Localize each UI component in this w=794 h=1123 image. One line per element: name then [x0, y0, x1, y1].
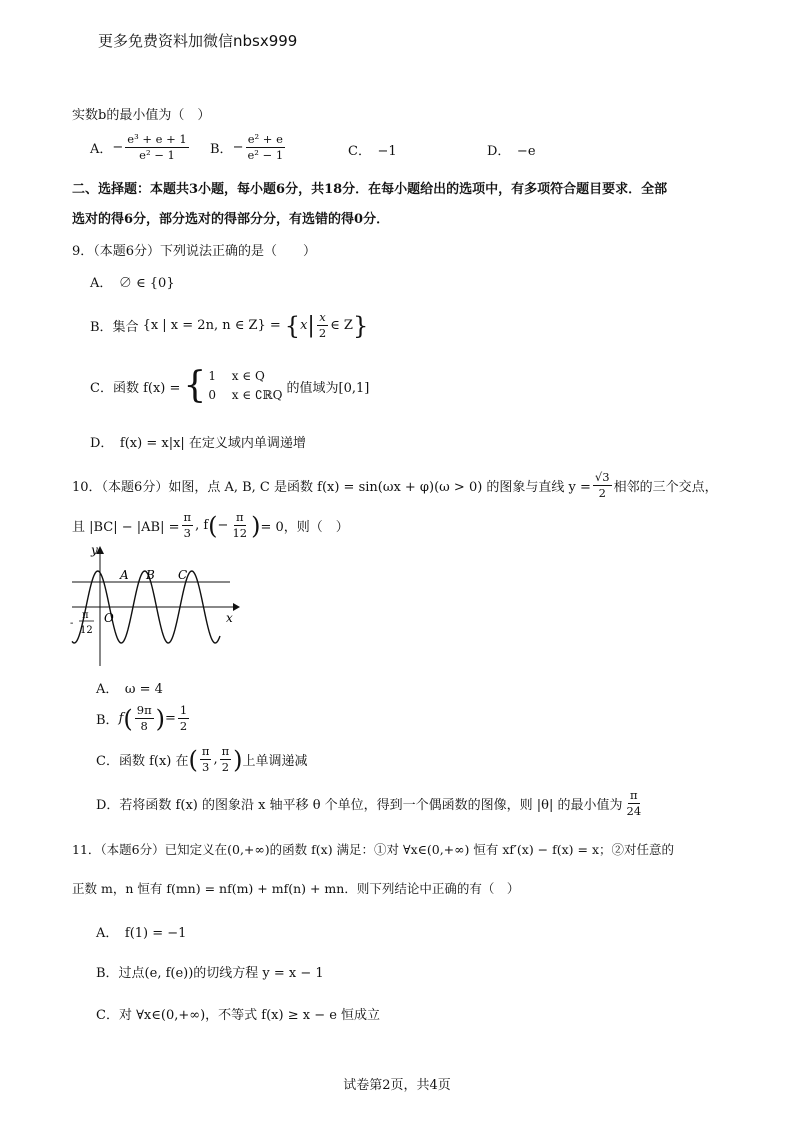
- twelve-label: 12: [80, 625, 93, 636]
- q11-option-b: B．过点(e, f(e))的切线方程 y = x − 1: [96, 966, 324, 981]
- q9-option-c-case2: 0 x ∈ ∁ℝQ: [208, 388, 283, 402]
- point-c-label: C: [178, 568, 188, 582]
- q10-option-d-num: π: [630, 788, 638, 802]
- q11-option-a: A． f(1) = −1: [96, 926, 187, 941]
- q10-option-d-fraction: [625, 788, 644, 819]
- q10-option-b-value-num: 1: [179, 703, 188, 717]
- prev-option-b-denominator: e² − 1: [247, 148, 284, 162]
- prev-option-a: A． − $\frac{\text{e³ + e + 1}}{\text{e² − 1}}$: [90, 132, 187, 162]
- q9-option-b: B．集合 {x | x = 2n, n ∈ Z} = { x | $\frac{x}{2}$ ∈ Z }: [90, 310, 369, 340]
- y-axis-label: y: [91, 543, 98, 557]
- q10-stem-line1: [72, 470, 718, 501]
- q10-option-d-den: 24: [626, 804, 642, 818]
- prev-option-a-denominator: e² − 1: [139, 148, 175, 162]
- q10-stem-line1-b: 相邻的三个交点，: [613, 480, 718, 495]
- q9-option-b-label: B．集合: [90, 320, 139, 335]
- origin-label: O: [104, 611, 114, 625]
- q9-option-b-fraction: [317, 310, 328, 341]
- q10-stem-frac2-den: 12: [232, 526, 248, 540]
- q9-stem: 9．（本题6分）下列说法正确的是（ ）: [72, 244, 317, 259]
- x-axis-arrow: [233, 603, 240, 611]
- q10-stem-frac1-den: 3: [183, 526, 191, 540]
- q10-stem-denominator: 2: [598, 486, 606, 500]
- prev-option-a-label: A．: [90, 142, 113, 157]
- prev-option-a-fraction: [125, 132, 188, 163]
- q9-option-c-tail: 的值域为[0,1]: [286, 380, 370, 396]
- q10-option-c-frac2: [220, 744, 232, 775]
- q9-option-a: A． ∅ ∈ {0}: [90, 276, 175, 291]
- q9-option-d: D． f(x) = x|x| 在定义域内单调递增: [90, 436, 306, 451]
- q10-option-c-label: C．函数 f(x) 在: [96, 754, 189, 769]
- q11-stem-line1: 11．（本题6分）已知定义在(0,+∞)的函数 f(x) 满足：①对 ∀x∈(0,+∞) 恒有 xf′(x) − f(x) = x；②对任意的: [72, 842, 675, 857]
- section2-line2: 选对的得6分，部分选对的得部分分，有选错的得0分．: [72, 212, 390, 227]
- q10-option-b-value-den: 2: [179, 719, 188, 733]
- q11-stem-line2: 正数 m，n 恒有 f(mn) = nf(m) + mf(n) + mn．则下列结论中正确的有（ ）: [72, 881, 520, 896]
- q10-stem-line2-c: = 0，则（ ）: [260, 520, 349, 535]
- neg-sign-label: -: [70, 618, 74, 629]
- header-watermark: 更多免费资料加微信nbsx999: [98, 32, 298, 50]
- q10-option-c-frac2-den: 2: [221, 760, 230, 774]
- x-axis-label: x: [226, 611, 233, 625]
- prev-option-b-label: B．: [210, 142, 233, 157]
- q9-option-c-cases: [208, 367, 282, 405]
- prev-option-b: B． − $\frac{\text{e² + e}}{\text{e² − 1}}$: [210, 132, 284, 162]
- q10-option-b-arg-num: 9π: [136, 703, 152, 717]
- q10-sine-graph: [68, 542, 243, 670]
- q10-option-d: [96, 788, 645, 819]
- q10-option-d-text: D．若将函数 f(x) 的图象沿 x 轴平移 θ 个单位，得到一个偶函数的图像，则 |θ| 的最小值为: [96, 798, 623, 813]
- q9-option-c: C．函数 f(x) = { 1 x ∈ Q 0 x ∈ ∁ℝQ 的值域为[0,1]: [90, 365, 370, 406]
- q9-option-b-numerator: x: [319, 310, 326, 324]
- q10-stem-line2-a: 且 |BC| − |AB| =: [72, 520, 180, 535]
- prev-option-b-numerator: e² + e: [247, 132, 283, 146]
- q9-option-b-tail: ∈ Z: [330, 318, 353, 333]
- q10-option-b-value: [178, 703, 189, 734]
- q9-option-c-label: C．函数 f(x) =: [90, 380, 181, 396]
- q10-stem-line1-a: 10．（本题6分）如图，点 A, B, C 是函数 f(x) = sin(ωx + φ)(ω > 0) 的图象与直线 y =: [72, 480, 591, 495]
- q9-option-b-set1: {x | x = 2n, n ∈ Z} =: [142, 318, 281, 333]
- prev-option-d: D． −e: [487, 144, 536, 159]
- section2-line1: 二、选择题：本题共3小题，每小题6分，共18分．在每小题给出的选项中，有多项符合题目要求．全部: [72, 182, 668, 197]
- point-b-label: B: [146, 568, 155, 582]
- q10-stem-pi-over-3: [182, 510, 194, 541]
- q9-option-b-denominator: 2: [318, 326, 327, 340]
- q9-option-b-var: x: [300, 318, 308, 333]
- q10-option-c-frac2-num: π: [221, 744, 230, 758]
- prev-option-c: C． −1: [348, 144, 397, 159]
- q10-stem-frac1-num: π: [183, 510, 192, 524]
- q10-stem-sqrt3-over-2: [593, 470, 612, 501]
- point-a-label: A: [120, 568, 129, 582]
- q11-option-c: C．对 ∀x∈(0,+∞)，不等式 f(x) ≥ x − e 恒成立: [96, 1008, 381, 1023]
- q10-option-b-arg-den: 8: [140, 719, 148, 733]
- neg-pi-label: π: [82, 610, 89, 621]
- prev-option-b-fraction: [245, 132, 285, 163]
- q10-stem-line2: 且 |BC| − |AB| = $\frac{\pi}{3}$ , f ( − $\frac{\pi}{12}$ ) = 0，则（ ）: [72, 510, 349, 540]
- q10-stem-pi-over-12: [230, 510, 249, 541]
- q10-stem-frac2-num: π: [235, 510, 244, 524]
- q10-option-c-frac1: [200, 744, 212, 775]
- q10-option-c-frac1-den: 3: [201, 760, 210, 774]
- prev-option-a-numerator: e³ + e + 1: [127, 132, 187, 146]
- prev-question-stem: 实数b的最小值为（ ）: [72, 108, 211, 123]
- q9-option-c-case1: 1 x ∈ Q: [208, 369, 265, 383]
- q10-stem-numerator: √3: [594, 470, 610, 484]
- q10-option-c-tail: 上单调递减: [242, 754, 308, 769]
- q10-option-b-label: B．: [96, 713, 119, 728]
- page-footer: 试卷第2页，共4页: [343, 1078, 451, 1093]
- q10-option-c-frac1-num: π: [201, 744, 210, 758]
- q10-stem-line2-b: , f: [195, 518, 209, 533]
- q10-option-b: B． f ( $\frac{9\pi}{8}$ ) = $\frac{1}{2}$: [96, 703, 188, 733]
- q10-option-b-arg: [135, 703, 154, 734]
- q10-option-a: A． ω = 4: [96, 682, 163, 697]
- q10-option-c: C．函数 f(x) 在 ( $\frac{\pi}{3}$ , $\frac{\pi}{2}$ ) 上单调递减: [96, 744, 308, 774]
